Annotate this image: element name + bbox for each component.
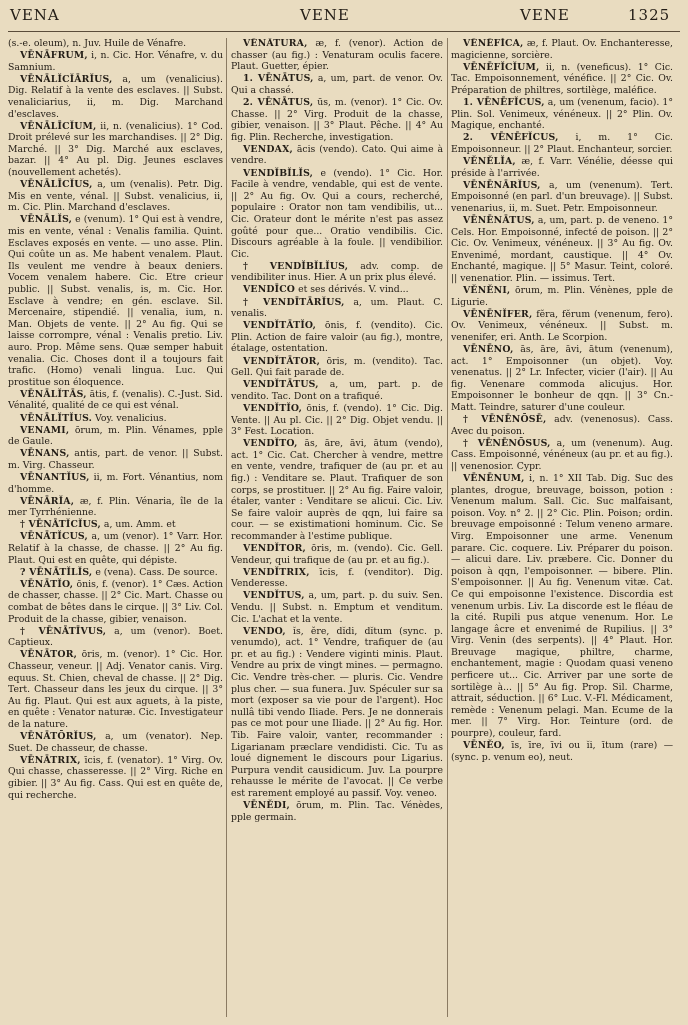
entry-definition: ōrum, m. Plin. Vénames, pple de Gaule. — [8, 424, 223, 448]
entry-headword: † VĒNĀTĪVUS, — [20, 625, 107, 637]
dictionary-entry — [231, 73, 443, 96]
entry-headword: VENDĬTO, — [243, 438, 298, 450]
entry-definition: adv. (venenosus). Cass. Avec du poison. — [451, 414, 673, 437]
entry-definition: i, n. 1° XII Tab. Dig. Suc des plantes, drogue, breuvage, boisson, potion : Venenum malum. Sall. Cic. Suc malfaisant, poison. Voy. n° 2. || 2° Cic. Plin. Poison; ordin. breuvage empoisonné : Telum veneno armare. Virg. Empoisonner une arme. Venenum parare. Cic. coquere. Liv. Préparer du poison. — alicui dare. Liv. præbere. Cic. Donner du poison à qqn, l'empoisonner. — bibere. Plin. S'empoisonner. || Au fig. Venenum vitæ. Cat. Ce qui empoisonne l'existence. Discordia est venenum urbis. Liv. La discorde est le fléau de la cité. Rupili pus atque venenum. Hor. Le langage âcre et envenimé de Rupilius. || 3° Virg. Venin (des serpents). || 4° Plaut. Hor. Breuvage magique, philtre, charme, enchantement, magie : Quodam quasi veneno perficere ut... Cic. Arriver par une sorte de sortilège à... || 5° Au fig. Prop. Sil. Charme, attrait, séduction. || 6° Luc. V.-Fl. Médicament, remède : Venenum pelagi. Man. Ecume de la mer. || 7° Virg. Hor. Teinture (ord. de pourpre), couleur, fard. — [451, 472, 673, 740]
entry-definition: a, um, part. p. de veneno. 1° Cels. Hor. Empoisonné, infecté de poison. || 2° Cic. Ov. Venimeux, vénéneux. || 3° Au fig. Ov. Envenimé, mordant, caustique. || 4° Ov. Enchanté, magique. || 5° Masur. Teint, coloré. || venenatior. Plin. — issimus. Tert. — [451, 214, 673, 284]
entry-headword: 2. VĒNĀTUS, — [243, 96, 314, 108]
entry-headword: VĒNĀLĬTĬUS. — [20, 412, 93, 424]
header-left-guideword: VENA — [10, 6, 60, 24]
dictionary-entry — [8, 531, 223, 566]
entry-definition: ii, m. Fort. Vénantius, nom d'homme. — [8, 471, 223, 495]
entry-headword: † VĒNĒNŌSĒ, — [463, 414, 547, 425]
dictionary-entry — [451, 285, 673, 308]
entry-headword: VĒNĀTRIX, — [20, 754, 81, 766]
entry-headword: VĒNANTĬUS, — [20, 471, 90, 483]
entry-headword: VĒNĔDI, — [243, 800, 290, 812]
entry-definition: ōris, m. (venor). 1° Cic. Hor. Chasseur, veneur. || Adj. Venator canis. Virg. equus. St. Chien, cheval de chasse. || 2° Dig. Tert. Chasseur dans les jeux du cirque. || 3° Au fig. Plaut. Qui est aux aguets, à la piste, en quête : Venator naturæ. Cic. Investigateur de la nature. — [8, 649, 223, 730]
dictionary-entry — [8, 413, 223, 425]
entry-headword: ? VĒNĀTĬLĬS, — [20, 566, 93, 578]
dictionary-entry — [451, 438, 673, 473]
entry-headword: 1. VĒNĒFĬCUS, — [463, 96, 545, 108]
entry-definition: ūs, m. (venor). 1° Cic. Ov. Chasse. || 2° Virg. Produit de la chasse, gibier, venaison. || 3° Plaut. Pêche. || 4° Au fig. Plin. Recherche, investigation. — [231, 96, 443, 143]
entry-definition: a, um (venor). Boet. Captieux. — [8, 625, 223, 649]
entry-definition: adv. comp. de vendibiliter inus. Hier. A un prix plus élevé. — [231, 260, 443, 284]
entry-headword: VĒNĀRĬA, — [20, 495, 75, 507]
dictionary-entry — [8, 731, 223, 754]
entry-headword: VĒNĀLĪCĬUS, — [20, 179, 93, 191]
dictionary-entry — [8, 50, 223, 73]
entry-headword: VĒNĒNĬFER, — [463, 308, 533, 320]
entry-definition: Voy. venalicius. — [92, 412, 167, 424]
header-right-guideword: VENE — [520, 6, 570, 24]
dictionary-entry — [451, 156, 673, 179]
entry-headword: VĒNĒNUM, — [463, 472, 525, 484]
entry-definition: e (vena). Cass. De source. — [92, 566, 218, 578]
column-1 — [8, 38, 223, 1019]
dictionary-entry — [8, 755, 223, 801]
dictionary-entry — [231, 543, 443, 566]
entry-headword: VĒNĔO, — [463, 740, 505, 752]
dictionary-entry — [8, 567, 223, 579]
entry-definition: æ, f. Plaut. Ov. Enchanteresse, magicienne, sorcière. — [451, 38, 673, 61]
dictionary-entry — [231, 97, 443, 143]
header-middle-guideword: VENE — [300, 6, 350, 24]
entry-definition: īs, īre, īvi ou ĭi, ītum (rare) — (sync. p. venum eo), neut. — [451, 740, 673, 763]
entry-definition: ōnis, f. (vendito). Cic. Plin. Action de faire valoir (au fig.), montre, étalage, ostentation. — [231, 320, 443, 355]
dictionary-entry — [8, 179, 223, 214]
entry-definition: a, um (venenum). Tert. Empoisonné (en parl. d'un breuvage). || Subst. venenarius, ii, m. Suet. Petr. Empoisonneur. — [451, 179, 673, 214]
entry-headword: VĒNĒNĀRĬUS, — [463, 179, 541, 191]
column-divider — [447, 38, 448, 1017]
entry-headword: VĒNĒFĬCA, — [463, 38, 524, 49]
entry-definition: ōnis, f. (vendo). 1° Cic. Dig. Vente. || Au pl. Cic. || 2° Dig. Objet vendu. || 3° Fest. Location. — [231, 402, 443, 438]
dictionary-entry — [451, 132, 673, 155]
entry-headword: VĒNĀFRUM, — [20, 50, 88, 62]
entry-definition: æ, f. Plin. Vénaria, île de la mer Tyrrhénienne. — [8, 495, 223, 519]
dictionary-entry — [451, 473, 673, 740]
dictionary-entry — [8, 214, 223, 388]
dictionary-entry — [231, 626, 443, 800]
entry-definition: a, um. Amm. et — [100, 519, 176, 531]
entry-headword: VĒNĀLĬS, — [20, 214, 73, 226]
entry-definition: (s.-e. oleum), n. Juv. Huile de Vénafre. — [8, 38, 187, 49]
entry-definition: a, um, part. p. de vendito. Tac. Dont on a trafiqué. — [231, 379, 443, 402]
dictionary-entry — [8, 448, 223, 471]
entry-headword: VĒNĀLĬCĬĀRĬUS, — [20, 73, 113, 85]
dictionary-entry — [451, 740, 673, 763]
entry-headword: VĒNĀLĬTĀS, — [20, 388, 87, 400]
entry-definition: īcis, f. (venditor). Dig. Venderesse. — [231, 566, 443, 590]
entry-headword: VENDĬTĬO, — [243, 402, 303, 414]
entry-definition: a, um (venor). 1° Varr. Hor. Relatif à la chasse, de chasse. || 2° Au fig. Plaut. Qui est en quête, qui dépiste. — [8, 531, 223, 566]
entry-headword: VENDĬTĀTĬO, — [243, 320, 317, 332]
dictionary-entry — [8, 626, 223, 649]
entry-headword: † VĒNĒNŌSUS, — [463, 437, 551, 449]
dictionary-entry — [451, 180, 673, 215]
entry-definition: ii, n. (veneficus). 1° Cic. Tac. Empoisonnement, vénéfice. || 2° Cic. Ov. Préparation de philtres, sortilège, maléfice. — [451, 61, 673, 96]
dictionary-entry — [231, 297, 443, 320]
entry-headword: VĒNĀLĪCĬUM, — [20, 120, 97, 132]
dictionary-entry — [451, 414, 673, 437]
dictionary-entry — [231, 438, 443, 542]
entry-definition: a, um (venenum, facio). 1° Plin. Sol. Venimeux, vénéneux. || 2° Plin. Ov. Magique, enchanté. — [451, 96, 673, 132]
entry-definition: ōrum, m. Plin. Vénènes, pple de Ligurie. — [451, 284, 673, 308]
dictionary-entry — [451, 215, 673, 285]
dictionary-entry — [8, 121, 223, 179]
dictionary-entry — [8, 519, 223, 531]
entry-headword: † VĒNĀTĬCĬUS, — [20, 519, 101, 531]
entry-definition: ācis (vendo). Cato. Qui aime à vendre. — [231, 143, 443, 167]
dictionary-entry — [8, 649, 223, 730]
entry-definition: a, um (venalis). Petr. Dig. Mis en vente, vénal. || Subst. venalicius, ii, m. Cic. Plin. Marchand d'esclaves. — [8, 179, 223, 214]
entry-definition: i, n. Cic. Hor. Vénafre, v. du Samnium. — [8, 50, 223, 73]
entry-definition: ōris, m. (vendito). Tac. Gell. Qui fait parade de. — [231, 355, 443, 379]
column-2 — [231, 38, 443, 1019]
entry-definition: e (vendo). 1° Cic. Hor. Facile à vendre, vendable, qui est de vente. || 2° Au fig. Ov. Qui a cours, recherché, populaire : Orator non tam vendibilis, ut... Cic. Orateur dont le mérite n'est pas assez goûté pour que... Oratio vendibilis. Cic. Discours agréable à la foule. || vendibilior. Cic. — [231, 167, 443, 260]
dictionary-entry — [231, 356, 443, 379]
entry-headword: 1. VĒNĀTUS, — [243, 73, 314, 85]
entry-headword: VĒNĒFĬCĬUM, — [463, 61, 540, 73]
entry-headword: VĒNĀTĬO, — [20, 578, 74, 590]
entry-definition: īcis, f. (venator). 1° Virg. Ov. Qui chasse, chasseresse. || 2° Virg. Riche en gibier. || 3° Au fig. Cass. Qui est en quête de, qui recherche. — [8, 754, 223, 801]
entry-definition: ĭs, ĕre, dĭdi, dĭtum (sync. p. venumdo), act. 1° Vendre, trafiquer de (au pr. et au fig.) : Vendere viginti minis. Plaut. Vendre au prix de vingt mines. — permagno. Cic. Vendre très-cher. — pluris. Cic. Vendre plus cher. — sua funera. Juv. Spéculer sur sa mort (exposer sa vie pour de l'argent). Hoc nullâ tibi vendo Iliade. Pers. Je ne donnerais pas ce mot pour une Iliade. || 2° Au fig. Hor. Tib. Faire valoir, vanter, recommander : Ligarianam præclare vendidisti. Cic. Tu as loué dignement le discours pour Ligarius. Purpura vendit causidicum. Juv. La pourpre rehausse le mérite de l'avocat. || Ce verbe est rarement employé au passif. Voy. veneo. — [231, 625, 443, 799]
dictionary-entry — [8, 74, 223, 120]
dictionary-entry — [231, 261, 443, 284]
entry-headword: VENDO, — [243, 625, 286, 637]
entry-definition: a, um (venenum). Aug. Cass. Empoisonné, vénéneux (au pr. et au fig.). || venenosior. Cypr. — [451, 437, 673, 472]
entry-definition: ōrum, m. Plin. Tac. Vénèdes, pple germain. — [231, 800, 443, 823]
header-rule — [8, 31, 680, 32]
column-3 — [451, 38, 673, 1019]
entry-headword: VENDĬBĬLĬS, — [243, 167, 314, 179]
dictionary-entry — [451, 38, 673, 61]
entry-headword: VENDAX, — [243, 143, 293, 155]
entry-definition: a, um (venator). Nep. Suet. De chasseur, de chasse. — [8, 731, 223, 754]
entry-definition: ōnis, f. (venor). 1° Cæs. Action de chasser, chasse. || 2° Cic. Mart. Chasse ou combat de bêtes dans le cirque. || 3° Liv. Col. Produit de la chasse, gibier, venaison. — [8, 578, 223, 625]
dictionary-entry — [231, 379, 443, 402]
entry-definition: ii, n. (venalicius). 1° Cod. Droit prélevé sur les marchandises. || 2° Dig. Marché. || 3° Dig. Marché aux esclaves, bazar. || 4° Au pl. Dig. Jeunes esclaves (nouvellement achetés). — [8, 120, 223, 179]
entry-headword: VĒNĀTŪRA, — [243, 38, 308, 49]
entry-headword: 2. VĒNĒFĬCUS, — [463, 132, 559, 144]
dictionary-entry — [451, 309, 673, 344]
page-number: 1325 — [628, 6, 671, 24]
entry-definition: ās, āre, āvi, ātum (venenum), act. 1° Empoisonner (un objet). Voy. venenatus. || 2° Lr. Infecter, vicier (l'air). || Au fig. Venenare commoda alicujus. Hor. Empoisonner le bonheur de qqn. || 3° Cn.-Matt. Teindre, saturer d'une couleur. — [451, 343, 673, 413]
dictionary-entry — [451, 62, 673, 97]
entry-definition: æ, f. Varr. Vénélie, déesse qui préside à l'arrivée. — [451, 155, 673, 179]
dictionary-entry — [231, 38, 443, 73]
entry-headword: VĔNĔLĬA, — [463, 155, 516, 167]
entry-definition: a, um (venalicius). Dig. Relatif à la vente des esclaves. || Subst. venaliciarius, ii, m. Dig. Marchand d'esclaves. — [8, 73, 223, 120]
entry-headword: VENDĬTĀTUS, — [243, 379, 319, 391]
dictionary-entry — [231, 590, 443, 625]
column-divider — [226, 38, 227, 1017]
entry-definition: a, um, part. de venor. Ov. Qui a chassé. — [231, 73, 443, 96]
entry-headword: † VENDĬBĬLĬUS, — [243, 260, 349, 272]
entry-definition: a, um. Plaut. C. venalis. — [231, 296, 443, 320]
dictionary-entry — [231, 144, 443, 167]
entry-definition: antis, part. de venor. || Subst. m. Virg. Chasseur. — [8, 448, 223, 471]
dictionary-entry — [231, 800, 443, 823]
entry-headword: † VENDĪTĀRĬUS, — [243, 296, 345, 308]
entry-headword: VENDĬTĀTOR, — [243, 355, 321, 367]
entry-definition: æ, f. (venor). Action de chasser (au fig.) : Venaturam oculis facere. Plaut. Guetter, épier. — [231, 38, 443, 73]
entry-definition: ōris, m. (vendo). Cic. Gell. Vendeur, qui trafique de (au pr. et au fig.). — [231, 543, 443, 566]
running-header — [0, 6, 688, 28]
entry-headword: VĔNĔNI, — [463, 284, 511, 296]
dictionary-entry — [231, 567, 443, 590]
entry-headword: VĒNĀTĬCUS, — [20, 531, 88, 543]
entry-definition: ātis, f. (venalis). C.-Just. Sid. Vénalité, qualité de ce qui est vénal. — [8, 388, 223, 412]
entry-headword: VENDĪCO — [243, 284, 296, 296]
dictionary-entry — [231, 284, 443, 296]
entry-definition: i, m. 1° Cic. Empoisonneur. || 2° Plaut. Enchanteur, sorcier. — [451, 132, 673, 155]
dictionary-entry — [8, 472, 223, 495]
entry-definition: et ses dérivés. V. vind... — [295, 284, 409, 296]
dictionary-entry — [8, 496, 223, 519]
dictionary-entry — [231, 403, 443, 438]
entry-headword: VENDĬTUS, — [243, 590, 305, 602]
dictionary-entry — [231, 168, 443, 261]
dictionary-entry — [451, 97, 673, 132]
entry-headword: VĒNANS, — [20, 448, 70, 460]
dictionary-entry — [231, 320, 443, 355]
dictionary-entry — [8, 389, 223, 412]
entry-headword: VENDĬTOR, — [243, 543, 306, 555]
entry-definition: fĕra, fĕrum (venenum, fero). Ov. Venimeux, vénéneux. || Subst. m. venenifer, eri. Anth. Le Scorpion. — [451, 308, 673, 343]
dictionary-entry — [8, 579, 223, 625]
dictionary-entry — [8, 38, 223, 50]
entry-definition: a, um, part. p. du suiv. Sen. Vendu. || Subst. n. Emptum et venditum. Cic. L'achat et la vente. — [231, 590, 443, 625]
entry-headword: VĒNĒNĀTUS, — [463, 214, 535, 226]
entry-headword: VENAMI, — [20, 424, 70, 436]
dictionary-entry — [8, 425, 223, 448]
entry-headword: VĒNĀTŌRĬUS, — [20, 731, 97, 743]
entry-definition: ās, āre, āvi, ātum (vendo), act. 1° Cic. Cat. Chercher à vendre, mettre en vente, vendre, trafiquer de (au pr. et au fig.) : Venditare se. Plaut. Trafiquer de son corps, se prostituer. || 2° Au fig. Faire valoir, étaler, vanter : Venditare se alicui. Cic. Liv. Se faire valoir auprès de qqn, lui faire sa cour. — se existimationi hominum. Cic. Se recommander à l'estime publique. — [231, 438, 443, 542]
entry-headword: VĒNĀTOR, — [20, 649, 78, 661]
entry-headword: VĒNĒNO, — [463, 343, 514, 355]
entry-definition: e (venum). 1° Qui est à vendre, mis en vente, vénal : Venalis familia. Quint. Esclaves exposés en vente. — uno asse. Plin. Qui coûte un as. Me habent venalem. Plaut. Ils veulent me vendre à beaux deniers. Vocem venalem habere. Cic. Etre crieur public. || Subst. venalis, is, m. Cic. Hor. Esclave à vendre; en gén. esclave. Sil. Mercenaire, stipendié. || venalia, ium, n. Man. Objets de vente. || 2° Au fig. Qui se laisse corrompre, vénal : Venalis pretio. Liv. auro. Prop. Même sens. Quæ semper habuit venalia. Cic. Choses dont il a toujours fait trafic. (Homo) venali lingua. Luc. Qui prostitue son éloquence. — [8, 214, 223, 388]
dictionary-entry — [451, 344, 673, 414]
entry-headword: VENDĬTRIX, — [243, 566, 310, 578]
